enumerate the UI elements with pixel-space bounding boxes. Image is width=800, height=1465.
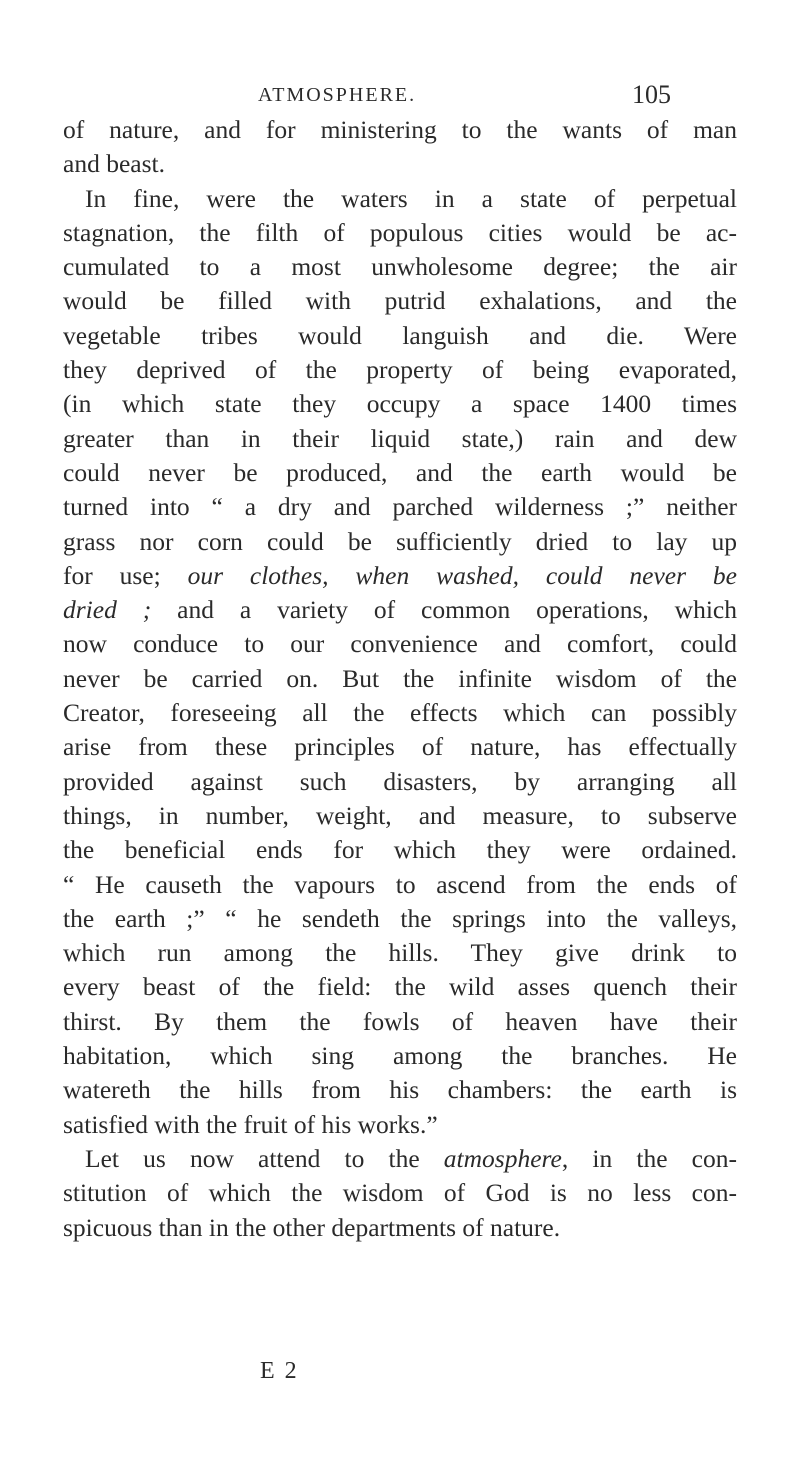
text-segment: , in the con-	[561, 1143, 737, 1173]
text-line	[63, 113, 737, 147]
text-line	[63, 1176, 737, 1210]
text-line	[63, 490, 737, 524]
text-line	[63, 868, 737, 902]
text-segment: Creator, foreseeing all the effects which can possibly	[63, 698, 737, 728]
text-segment: turned into “ a dry and parched wilderness ;” neither	[63, 492, 737, 522]
text-segment: never be carried on. But the infinite wisdom of the	[63, 663, 737, 693]
text-line	[63, 799, 737, 833]
running-head-title: ATMOSPHERE.	[258, 84, 417, 106]
text-line	[63, 1211, 737, 1245]
text-line	[63, 970, 737, 1004]
text-segment: vegetable tribes would languish and die. Were	[63, 320, 737, 350]
text-line	[63, 833, 737, 867]
text-line	[63, 1073, 737, 1107]
signature-mark: E 2	[260, 1358, 299, 1384]
text-line	[63, 147, 737, 181]
text-segment: habitation, which sing among the branches. He	[63, 1041, 737, 1071]
text-line	[63, 593, 737, 627]
text-line	[63, 250, 737, 284]
body-text	[63, 113, 737, 1245]
text-segment: grass nor corn could be sufficiently dried to lay up	[63, 526, 737, 556]
text-line	[63, 456, 737, 490]
italic-text: our clothes, when washed, could never be	[187, 560, 738, 590]
text-line	[63, 1142, 737, 1176]
text-segment: the beneficial ends for which they were ordained.	[63, 835, 737, 865]
text-line	[63, 627, 737, 661]
text-segment: of nature, and for ministering to the wants of man	[63, 115, 737, 144]
text-segment: would be filled with putrid exhalations, and the	[63, 286, 737, 316]
text-segment: for use;	[63, 560, 188, 590]
text-segment: which run among the hills. They give drink to	[63, 938, 737, 968]
text-line	[63, 387, 737, 421]
text-segment: stagnation, the filth of populous cities would be ac-	[63, 217, 737, 247]
text-line	[63, 182, 737, 216]
text-segment: greater than in their liquid state,) rain and dew	[63, 423, 737, 453]
text-line	[63, 936, 737, 970]
text-line	[63, 902, 737, 936]
text-segment: spicuous than in the other departments of nature.	[63, 1212, 561, 1242]
text-segment: “ He causeth the vapours to ascend from the ends of	[63, 869, 737, 899]
text-line	[63, 765, 737, 799]
text-segment: watereth the hills from his chambers: the earth is	[63, 1075, 737, 1105]
text-segment: they deprived of the property of being evaporated,	[63, 355, 737, 385]
text-segment: In fine, were the waters in a state of perpetual	[85, 183, 737, 213]
text-line	[63, 319, 737, 353]
text-line	[63, 559, 737, 593]
text-segment: arise from these principles of nature, has effectually	[63, 732, 737, 762]
text-line	[63, 525, 737, 559]
text-line	[63, 1108, 737, 1142]
text-segment: could never be produced, and the earth would be	[63, 457, 737, 487]
text-line	[63, 662, 737, 696]
text-line	[63, 1039, 737, 1073]
text-segment: provided against such disasters, by arranging all	[63, 766, 737, 796]
text-segment: stitution of which the wisdom of God is no less con-	[63, 1178, 737, 1208]
text-segment: thirst. By them the fowls of heaven have their	[63, 1006, 737, 1036]
italic-text: dried ;	[63, 595, 152, 625]
text-line	[63, 1005, 737, 1039]
text-segment: and beast.	[63, 149, 165, 179]
text-line	[63, 353, 737, 387]
running-head	[0, 80, 800, 114]
text-segment: now conduce to our convenience and comfort, could	[63, 629, 737, 659]
text-segment: things, in number, weight, and measure, to subserve	[63, 800, 737, 830]
text-segment: the earth ;” “ he sendeth the springs into the valleys,	[63, 903, 737, 933]
text-segment: (in which state they occupy a space 1400 times	[63, 389, 737, 419]
text-line	[63, 422, 737, 456]
text-segment: cumulated to a most unwholesome degree; the air	[63, 252, 737, 282]
text-segment: Let us now attend to the	[85, 1143, 444, 1173]
text-segment: and a variety of common operations, which	[151, 595, 738, 625]
text-segment: satisfied with the fruit of his works.”	[63, 1109, 438, 1139]
text-line	[63, 284, 737, 318]
text-line	[63, 730, 737, 764]
text-segment: every beast of the field: the wild asses quench their	[63, 972, 737, 1002]
text-line	[63, 696, 737, 730]
page-number: 105	[632, 80, 671, 109]
text-line	[63, 216, 737, 250]
italic-text: atmosphere	[443, 1143, 562, 1173]
